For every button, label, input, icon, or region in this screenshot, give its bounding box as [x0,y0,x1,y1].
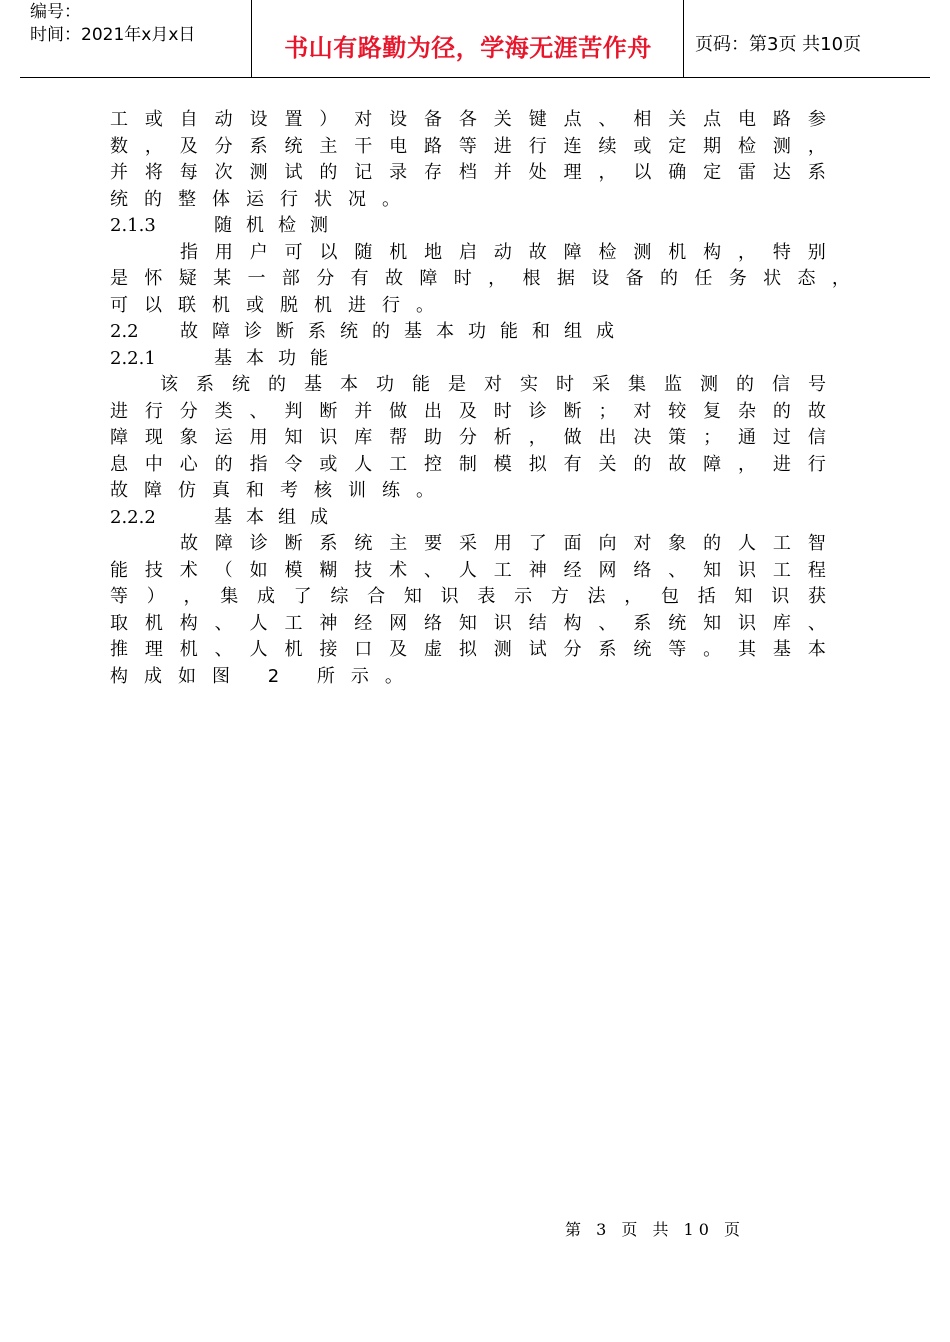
page-header [20,0,930,78]
paragraph-line: 是 怀 疑 某 一 部 分 有 故 障 时 ， 根 据 设 备 的 任 务 状 态 ， [110,268,850,289]
page-footer: 第 3 页 共 10 页 [565,1220,745,1239]
header-divider [251,0,252,77]
section-number: 2.1.3 [110,215,156,236]
section-title: 基本功能 [214,347,342,369]
section-number: 2.2 [110,321,139,342]
paragraph-line: 进 行 分 类 、 判 断 并 做 出 及 时 诊 断 ； 对 较 复 杂 的 故 [110,400,826,422]
section-heading-2-1-3 [110,213,830,240]
paragraph-line: 并 将 每 次 测 试 的 记 录 存 档 并 处 理 ， 以 确 定 雷 达 系 [110,162,826,183]
header-divider [683,0,684,77]
section-title: 故障诊断系统的基本功能和组成 [180,321,628,342]
serial-label: 编号： [30,2,81,22]
paragraph-line: 统的整体运行状况。 [110,188,416,210]
paragraph-line: 工 或 自 动 设 置 ） 对 设 备 各 关 键 点 、 相 关 点 电 路 参 [110,109,826,130]
section-heading-2-2 [110,319,830,346]
time-label: 时间：2021年x月x日 [30,25,196,45]
paragraph-line: 息 中 心 的 指 令 或 人 工 控 制 模 拟 有 关 的 故 障 ， 进 行 [110,453,826,475]
header-page-info: 页码：第3页 共10页 [695,34,862,55]
paragraph-line: 构成如图 2 所示。 [110,665,419,687]
section-title: 基本组成 [214,506,342,528]
section-number: 2.2.1 [110,347,156,369]
section-number: 2.2.2 [110,506,156,528]
paragraph-line: 数 ， 及 分 系 统 主 干 电 路 等 进 行 连 续 或 定 期 检 测 ， [110,135,826,157]
paragraph-line: 能 技 术 （ 如 模 糊 技 术 、 人 工 神 经 网 络 、 知 识 工 程 [110,559,826,581]
section-heading-2-2-2 [110,505,830,532]
section-heading-2-2-1 [110,346,830,373]
paragraph-line: 可以联机或脱机进行。 [110,294,450,316]
paragraph-line: 推 理 机 、 人 机 接 口 及 虚 拟 测 试 分 系 统 等 。 其 基 本 [110,639,826,660]
paragraph-line: 指 用 户 可 以 随 机 地 启 动 故 障 检 测 机 构 ， 特 别 [180,241,826,263]
paragraph-line: 该 系 统 的 基 本 功 能 是 对 实 时 采 集 监 测 的 信 号 [160,374,826,395]
header-motto: 书山有路勤为径，学海无涯苦作舟 [284,34,652,62]
paragraph-line: 故障仿真和考核训练。 [110,480,450,501]
paragraph-line: 取 机 构 、 人 工 神 经 网 络 知 识 结 构 、 系 统 知 识 库 、 [110,612,826,634]
paragraph-line: 障 现 象 运 用 知 识 库 帮 助 分 析 ， 做 出 决 策 ； 通 过 信 [110,427,826,448]
section-title: 随机检测 [214,215,342,236]
document-body [110,107,850,690]
paragraph-line: 故 障 诊 断 系 统 主 要 采 用 了 面 向 对 象 的 人 工 智 [180,533,826,554]
paragraph-line: 等 ） ， 集 成 了 综 合 知 识 表 示 方 法 ， 包 括 知 识 获 [110,586,826,607]
